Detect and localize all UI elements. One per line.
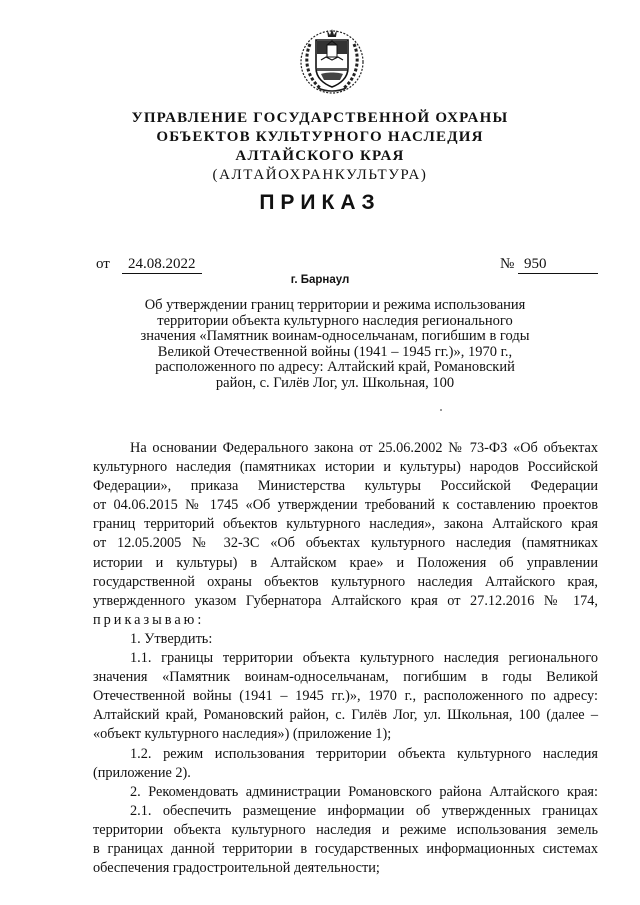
document-body [93,439,598,878]
number-prefix: № [500,256,515,272]
city-name: г. Барнаул [290,274,350,286]
body-line: государственной охраны объектов культурного наследия Алтайского края, [93,573,598,590]
document-subject [130,298,540,391]
subject-line: Об утверждении границ территории и режима использования [144,297,526,313]
org-name-line-3: АЛТАЙСКОГО КРАЯ [235,148,405,164]
order-word: приказываю: [93,611,205,628]
body-line: утвержденного указом Губернатора Алтайского края от 27.12.2016 № 174, [93,592,598,609]
item-1-1-line: «объект культурного наследия») (приложение 1); [93,726,392,743]
body-line: границ территорий объектов культурного наследия», закона Алтайского края [93,516,598,533]
coat-of-arms-emblem [296,24,368,96]
subject-line: расположенного по адресу: Алтайский край, Романовский [155,359,515,375]
item-2: 2. Рекомендовать администрации Романовского района Алтайского края: [130,783,598,800]
subject-line: район, с. Гилёв Лог, ул. Школьная, 100 [215,374,455,391]
body-line: культурного наследия (памятниках истории и культуры) народов Российской [93,459,598,476]
body-line: от 12.05.2005 № 32-ЗС «Об объектах культурного наследия (памятниках [93,535,598,552]
item-1-1-line: Алтайский край, Романовский район, с. Гилёв Лог, ул. Школьная, 100 (далее – [93,707,598,724]
document-type-title: ПРИКАЗ [259,191,381,214]
item-1-1-line: значения «Памятник воинам-односельчанам, погибшим в годы Великой [93,669,598,686]
subject-line: территории объекта культурного наследия регионального [157,312,513,329]
subject-line: значения «Памятник воинам-односельчанам, погибшим в годы [140,328,530,344]
document-number: 950 [524,256,547,272]
scan-speck [440,409,442,411]
item-2-1-line: в границах данной территории в государственных информационных системах [93,840,598,857]
item-2-1-line: обеспечения градостроительной деятельности; [93,860,380,877]
body-line: от 04.06.2015 № 1745 «Об утверждении требований к составлению проектов [93,497,598,514]
item-2-1-line: территории объекта культурного наследия и режиме использования земель [93,821,598,838]
subject-line: Великой Отечественной войны (1941 – 1945 гг.)», 1970 г., [157,343,513,360]
item-2-1-line: 2.1. обеспечить размещение информации об утвержденных границах [130,802,598,819]
body-line: Федерации», приказа Министерства культуры Российской Федерации [93,478,598,495]
body-line: На основании Федерального закона от 25.06.2002 № 73-ФЗ «Об объектах [130,440,598,456]
item-1: 1. Утвердить: [130,630,213,647]
org-name-line-1: УПРАВЛЕНИЕ ГОСУДАРСТВЕННОЙ ОХРАНЫ [131,110,509,126]
org-short-name: (АЛТАЙОХРАНКУЛЬТУРА) [212,167,428,183]
item-1-1-line: Отечественной войны (1941 – 1945 гг.)», 1970 г., расположенного по адресу: [93,688,598,705]
date-prefix: от [96,256,110,272]
item-1-2-line: 1.2. режим использования территории объекта культурного наследия [130,745,598,762]
body-line: истории и культуры) в Алтайском крае» и Положения об управлении [93,554,598,571]
item-1-1-line: 1.1. границы территории объекта культурного наследия регионального [130,650,598,667]
item-1-2-line: (приложение 2). [93,764,191,781]
document-date: 24.08.2022 [128,256,196,272]
org-name-line-2: ОБЪЕКТОВ КУЛЬТУРНОГО НАСЛЕДИЯ [156,129,484,145]
